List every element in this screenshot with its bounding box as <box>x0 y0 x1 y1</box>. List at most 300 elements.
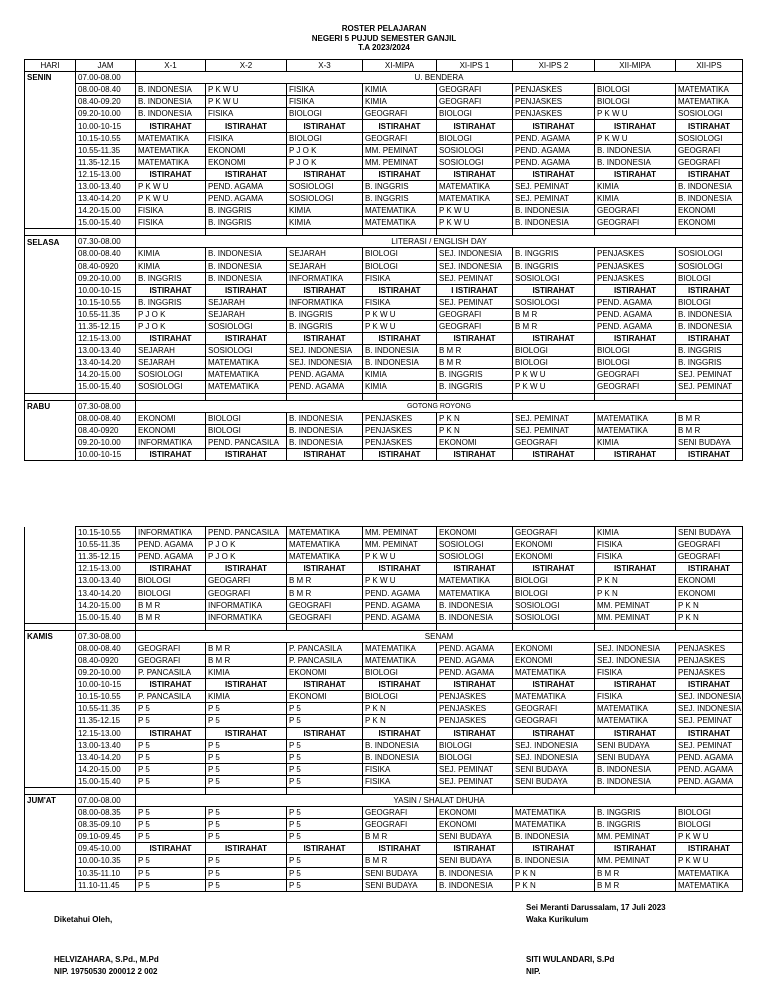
subject-cell: P 5 <box>136 807 206 819</box>
schedule-row <box>25 272 743 284</box>
subject-cell: FISIKA <box>595 551 676 563</box>
subject-cell: SEJ. PEMINAT <box>513 193 595 205</box>
subject-cell: PEND. AGAMA <box>595 320 676 332</box>
break-cell: ISTIRAHAT <box>513 679 595 691</box>
school-name: NEGERI 5 PUJUD SEMESTER GANJIL <box>311 33 457 43</box>
schedule-row <box>25 144 743 156</box>
spacer-cell <box>76 623 136 630</box>
time-slot: 10.15-10.55 <box>76 132 136 144</box>
subject-cell: B. INGGRIS <box>363 180 437 192</box>
subject-cell: BIOLOGI <box>676 296 743 308</box>
spacer-cell <box>136 229 206 236</box>
subject-cell: P 5 <box>136 715 206 727</box>
schedule-row <box>25 763 743 775</box>
signature-right-name: SITI WULANDARI, S.Pd <box>526 955 615 964</box>
spacer-cell <box>676 787 743 794</box>
spacer-cell <box>25 393 76 400</box>
break-cell: ISTIRAHAT <box>513 333 595 345</box>
day-cell <box>25 369 76 381</box>
break-cell: ISTIRAHAT <box>595 168 676 180</box>
subject-cell: P 5 <box>287 867 363 879</box>
subject-cell: MATEMATIKA <box>595 715 676 727</box>
subject-cell: BIOLOGI <box>513 345 595 357</box>
spacer-cell <box>136 623 206 630</box>
subject-cell: P K W U <box>136 180 206 192</box>
day-cell <box>25 424 76 436</box>
subject-cell: GEOGRAFI <box>437 96 513 108</box>
subject-cell: SOSIOLOGI <box>287 193 363 205</box>
subject-cell: SOSIOLOGI <box>206 345 287 357</box>
day-cell <box>25 843 76 855</box>
subject-cell: SOSIOLOGI <box>676 108 743 120</box>
break-cell: ISTIRAHAT <box>136 727 206 739</box>
subject-cell: MM. PEMINAT <box>363 156 437 168</box>
subject-cell: PEND. AGAMA <box>513 144 595 156</box>
subject-cell: B. INGGRIS <box>676 345 743 357</box>
subject-cell: BIOLOGI <box>513 357 595 369</box>
time-slot: 12.15-13.00 <box>76 727 136 739</box>
time-slot: 15.00-15.40 <box>76 611 136 623</box>
subject-cell: B. INGGRIS <box>513 260 595 272</box>
subject-cell: SOSIOLOGI <box>206 320 287 332</box>
subject-cell: KIMIA <box>136 248 206 260</box>
day-cell <box>25 248 76 260</box>
subject-cell: PENJASKES <box>437 703 513 715</box>
schedule-row <box>25 96 743 108</box>
subject-cell: BIOLOGI <box>363 667 437 679</box>
subject-cell: P 5 <box>206 751 287 763</box>
day-cell <box>25 120 76 132</box>
break-cell: ISTIRAHAT <box>437 843 513 855</box>
subject-cell: P 5 <box>287 763 363 775</box>
break-cell: ISTIRAHAT <box>513 843 595 855</box>
subject-cell: GEOGRAFI <box>437 320 513 332</box>
break-cell: ISTIRAHAT <box>595 727 676 739</box>
subject-cell: INFORMATIKA <box>136 436 206 448</box>
subject-cell: P 5 <box>206 703 287 715</box>
schedule-row <box>25 867 743 879</box>
schedule-row <box>25 217 743 229</box>
column-header: XII-MIPA <box>595 60 676 72</box>
subject-cell: B. INDONESIA <box>206 260 287 272</box>
time-slot: 13.40-14.20 <box>76 587 136 599</box>
subject-cell: PENJASKES <box>676 654 743 666</box>
time-slot: 14.20-15.00 <box>76 763 136 775</box>
subject-cell: INFORMATIKA <box>287 296 363 308</box>
schedule-row <box>25 284 743 296</box>
subject-cell: MATEMATIKA <box>676 879 743 891</box>
time-slot: 08.00-08.40 <box>76 84 136 96</box>
subject-cell: BIOLOGI <box>287 132 363 144</box>
subject-cell: FISIKA <box>363 296 437 308</box>
break-cell: ISTIRAHAT <box>363 284 437 296</box>
signature-right-role: Waka Kurikulum <box>526 915 589 924</box>
subject-cell: FISIKA <box>363 272 437 284</box>
spacer-row <box>25 393 743 400</box>
day-label: KAMIS <box>25 630 76 642</box>
subject-cell: EKONOMI <box>206 156 287 168</box>
subject-cell: EKONOMI <box>136 412 206 424</box>
subject-cell: P 5 <box>206 715 287 727</box>
subject-cell: P K N <box>676 599 743 611</box>
subject-cell: B M R <box>513 320 595 332</box>
subject-cell: MATEMATIKA <box>437 587 513 599</box>
subject-cell: SEJ. PEMINAT <box>676 381 743 393</box>
subject-cell: B M R <box>676 424 743 436</box>
subject-cell: P 5 <box>287 879 363 891</box>
subject-cell: P 5 <box>136 819 206 831</box>
break-cell: ISTIRAHAT <box>363 333 437 345</box>
subject-cell: GEOGRAFI <box>676 144 743 156</box>
break-cell: ISTIRAHAT <box>287 120 363 132</box>
subject-cell: BIOLOGI <box>363 691 437 703</box>
subject-cell: KIMIA <box>363 96 437 108</box>
day-cell <box>25 575 76 587</box>
schedule-row <box>25 345 743 357</box>
schedule-row <box>25 84 743 96</box>
subject-cell: B M R <box>206 654 287 666</box>
signature-left-role: Diketahui Oleh, <box>54 915 113 924</box>
spacer-cell <box>437 229 513 236</box>
day-cell <box>25 272 76 284</box>
subject-cell: SENI BUDAYA <box>437 831 513 843</box>
subject-cell: SENI BUDAYA <box>513 763 595 775</box>
break-cell: ISTIRAHAT <box>595 333 676 345</box>
break-cell: ISTIRAHAT <box>206 679 287 691</box>
schedule-row <box>25 751 743 763</box>
break-cell: ISTIRAHAT <box>513 448 595 460</box>
spacer-cell <box>76 229 136 236</box>
subject-cell: MATEMATIKA <box>437 180 513 192</box>
spacer-cell <box>676 393 743 400</box>
break-cell: ISTIRAHAT <box>206 284 287 296</box>
subject-cell: B M R <box>595 867 676 879</box>
day-cell <box>25 587 76 599</box>
subject-cell: P. PANCASILA <box>136 691 206 703</box>
subject-cell: SEJARAH <box>136 357 206 369</box>
schedule-row <box>25 831 743 843</box>
subject-cell: B. INDONESIA <box>136 96 206 108</box>
spacer-cell <box>513 229 595 236</box>
break-cell: ISTIRAHAT <box>363 727 437 739</box>
time-slot: 11.35-12.15 <box>76 551 136 563</box>
break-cell: ISTIRAHAT <box>287 448 363 460</box>
subject-cell: PEND. AGAMA <box>595 308 676 320</box>
subject-cell: GEOGRAFI <box>595 205 676 217</box>
signature-right-nip: NIP. <box>526 967 541 976</box>
break-cell: ISTIRAHAT <box>437 333 513 345</box>
subject-cell: EKONOMI <box>287 691 363 703</box>
subject-cell: EKONOMI <box>513 642 595 654</box>
day-cell <box>25 763 76 775</box>
spacer-row <box>25 787 743 794</box>
time-slot: 12.15-13.00 <box>76 563 136 575</box>
day-cell <box>25 144 76 156</box>
subject-cell: P K W U <box>206 96 287 108</box>
subject-cell: GEOGRAFI <box>437 308 513 320</box>
subject-cell: EKONOMI <box>513 654 595 666</box>
schedule-row <box>25 320 743 332</box>
spacer-cell <box>676 229 743 236</box>
subject-cell: SEJARAH <box>287 260 363 272</box>
subject-cell: GEOGRAFI <box>676 539 743 551</box>
subject-cell: P J O K <box>287 156 363 168</box>
spacer-cell <box>437 623 513 630</box>
schedule-row <box>25 193 743 205</box>
break-cell: ISTIRAHAT <box>136 120 206 132</box>
time-slot: 13.40-14.20 <box>76 357 136 369</box>
spacer-cell <box>25 623 76 630</box>
subject-cell: B. INGGRIS <box>437 369 513 381</box>
spacer-cell <box>595 787 676 794</box>
time-slot: 08.35-09.10 <box>76 819 136 831</box>
time-slot: 13.40-14.20 <box>76 751 136 763</box>
spacer-cell <box>363 787 437 794</box>
subject-cell: INFORMATIKA <box>287 272 363 284</box>
subject-cell: P 5 <box>287 819 363 831</box>
subject-cell: MATEMATIKA <box>513 667 595 679</box>
subject-cell: B. INDONESIA <box>136 84 206 96</box>
subject-cell: BIOLOGI <box>595 345 676 357</box>
subject-cell: MATEMATIKA <box>206 357 287 369</box>
day-cell <box>25 855 76 867</box>
subject-cell: P K W U <box>136 193 206 205</box>
break-cell: ISTIRAHAT <box>595 448 676 460</box>
time-slot: 10.15-10.55 <box>76 691 136 703</box>
subject-cell: P J O K <box>206 539 287 551</box>
subject-cell: PENJASKES <box>595 260 676 272</box>
subject-cell: B M R <box>437 345 513 357</box>
subject-cell: P J O K <box>136 320 206 332</box>
time-slot: 08.00-08.40 <box>76 642 136 654</box>
subject-cell: P K N <box>676 611 743 623</box>
subject-cell: GEOGRAFI <box>206 587 287 599</box>
column-header: XI-IPS 2 <box>513 60 595 72</box>
subject-cell: B. INGGRIS <box>437 381 513 393</box>
schedule-row <box>25 654 743 666</box>
break-cell: ISTIRAHAT <box>513 563 595 575</box>
subject-cell: PEND. AGAMA <box>136 551 206 563</box>
subject-cell: B. INGGRIS <box>136 272 206 284</box>
subject-cell: EKONOMI <box>676 587 743 599</box>
break-cell: ISTIRAHAT <box>595 120 676 132</box>
subject-cell: SEJ. INDONESIA <box>595 654 676 666</box>
subject-cell: SEJARAH <box>206 308 287 320</box>
spacer-cell <box>595 393 676 400</box>
subject-cell: MM. PEMINAT <box>363 144 437 156</box>
schedule-row <box>25 551 743 563</box>
column-header: JAM <box>76 60 136 72</box>
subject-cell: SEJ. PEMINAT <box>513 180 595 192</box>
subject-cell: PEND. AGAMA <box>437 654 513 666</box>
subject-cell: B. INGGRIS <box>595 819 676 831</box>
subject-cell: BIOLOGI <box>206 412 287 424</box>
day-cell <box>25 831 76 843</box>
schedule-row <box>25 843 743 855</box>
subject-cell: MATEMATIKA <box>437 193 513 205</box>
time-slot: 07.00-08.00 <box>76 794 136 806</box>
schedule-row <box>25 296 743 308</box>
subject-cell: PEND. AGAMA <box>513 156 595 168</box>
subject-cell: BIOLOGI <box>206 424 287 436</box>
time-slot: 07.30-08.00 <box>76 630 136 642</box>
day-cell <box>25 260 76 272</box>
schedule-row <box>25 424 743 436</box>
subject-cell: P 5 <box>136 775 206 787</box>
break-cell: ISTIRAHAT <box>136 284 206 296</box>
subject-cell: B M R <box>437 357 513 369</box>
day-label: JUM'AT <box>25 794 76 806</box>
subject-cell: PEND. AGAMA <box>363 587 437 599</box>
subject-cell: P K W U <box>363 575 437 587</box>
schedule-row <box>25 436 743 448</box>
subject-cell: KIMIA <box>287 217 363 229</box>
time-slot: 10.55-11.35 <box>76 308 136 320</box>
subject-cell: SOSIOLOGI <box>437 144 513 156</box>
time-slot: 10.55-11.35 <box>76 539 136 551</box>
subject-cell: SENI BUDAYA <box>676 436 743 448</box>
subject-cell: KIMIA <box>206 691 287 703</box>
subject-cell: MATEMATIKA <box>287 539 363 551</box>
day-cell <box>25 448 76 460</box>
subject-cell: P 5 <box>206 775 287 787</box>
time-slot: 08.40-0920 <box>76 260 136 272</box>
subject-cell: SOSIOLOGI <box>136 369 206 381</box>
schedule-row <box>25 180 743 192</box>
subject-cell: BIOLOGI <box>136 587 206 599</box>
subject-cell: P J O K <box>287 144 363 156</box>
schedule-row <box>25 807 743 819</box>
spacer-cell <box>287 623 363 630</box>
subject-cell: P K N <box>363 703 437 715</box>
subject-cell: SENI BUDAYA <box>363 879 437 891</box>
schedule-row <box>25 667 743 679</box>
subject-cell: P J O K <box>136 308 206 320</box>
subject-cell: SOSIOLOGI <box>676 132 743 144</box>
subject-cell: GEOGRAFI <box>363 108 437 120</box>
subject-cell: P. PANCASILA <box>136 667 206 679</box>
break-cell: ISTIRAHAT <box>206 727 287 739</box>
break-cell: ISTIRAHAT <box>676 448 743 460</box>
spacer-cell <box>363 229 437 236</box>
subject-cell: P K W U <box>437 205 513 217</box>
subject-cell: GEOGRAFI <box>595 217 676 229</box>
day-cell <box>25 679 76 691</box>
activity-cell: LITERASI / ENGLISH DAY <box>136 236 743 248</box>
subject-cell: P J O K <box>206 551 287 563</box>
spacer-cell <box>363 623 437 630</box>
subject-cell: P 5 <box>206 807 287 819</box>
schedule-row <box>25 412 743 424</box>
subject-cell: PEND. AGAMA <box>676 763 743 775</box>
break-cell: ISTIRAHAT <box>206 563 287 575</box>
subject-cell: SEJ. PEMINAT <box>676 739 743 751</box>
time-slot: 08.40-09.20 <box>76 96 136 108</box>
subject-cell: SENI BUDAYA <box>595 751 676 763</box>
subject-cell: SENI BUDAYA <box>676 527 743 539</box>
day-cell <box>25 654 76 666</box>
day-cell <box>25 667 76 679</box>
subject-cell: PEND. PANCASILA <box>206 436 287 448</box>
day-cell <box>25 320 76 332</box>
activity-cell: U. BENDERA <box>136 72 743 84</box>
subject-cell: B. INDONESIA <box>513 205 595 217</box>
time-slot: 10.00-10-15 <box>76 679 136 691</box>
break-cell: ISTIRAHAT <box>206 448 287 460</box>
time-slot: 08.00-08.40 <box>76 412 136 424</box>
subject-cell: BIOLOGI <box>676 272 743 284</box>
subject-cell: MATEMATIKA <box>287 551 363 563</box>
subject-cell: MM. PEMINAT <box>595 855 676 867</box>
subject-cell: SOSIOLOGI <box>513 599 595 611</box>
subject-cell: B. INDONESIA <box>676 193 743 205</box>
spacer-cell <box>76 393 136 400</box>
time-slot: 08.40-0920 <box>76 424 136 436</box>
spacer-cell <box>437 787 513 794</box>
subject-cell: PENJASKES <box>513 84 595 96</box>
subject-cell: MM. PEMINAT <box>363 539 437 551</box>
subject-cell: EKONOMI <box>513 551 595 563</box>
break-cell: ISTIRAHAT <box>513 168 595 180</box>
break-cell: ISTIRAHAT <box>206 120 287 132</box>
spacer-cell <box>595 229 676 236</box>
schedule-row <box>25 400 743 412</box>
day-cell <box>25 819 76 831</box>
subject-cell: PEND. AGAMA <box>136 539 206 551</box>
schedule-row <box>25 72 743 84</box>
day-cell <box>25 205 76 217</box>
subject-cell: MATEMATIKA <box>363 642 437 654</box>
subject-cell: PENJASKES <box>363 412 437 424</box>
time-slot: 10.35-11.10 <box>76 867 136 879</box>
spacer-cell <box>206 623 287 630</box>
subject-cell: MATEMATIKA <box>595 412 676 424</box>
subject-cell: GEOGRAFI <box>363 819 437 831</box>
subject-cell: SOSIOLOGI <box>437 156 513 168</box>
schedule-row <box>25 727 743 739</box>
subject-cell: P 5 <box>136 879 206 891</box>
subject-cell: MATEMATIKA <box>287 527 363 539</box>
subject-cell: MATEMATIKA <box>363 205 437 217</box>
day-cell <box>25 412 76 424</box>
subject-cell: GEOGRAFI <box>513 527 595 539</box>
subject-cell: MATEMATIKA <box>136 132 206 144</box>
subject-cell: PEND. AGAMA <box>595 296 676 308</box>
subject-cell: FISIKA <box>595 667 676 679</box>
subject-cell: B. INGGRIS <box>595 807 676 819</box>
break-cell: ISTIRAHAT <box>676 120 743 132</box>
break-cell: ISTIRAHAT <box>206 843 287 855</box>
subject-cell: EKONOMI <box>437 819 513 831</box>
schedule-row <box>25 563 743 575</box>
subject-cell: B M R <box>287 587 363 599</box>
time-slot: 13.40-14.20 <box>76 193 136 205</box>
spacer-cell <box>676 623 743 630</box>
time-slot: 08.00-08.35 <box>76 807 136 819</box>
subject-cell: MM. PEMINAT <box>595 611 676 623</box>
day-cell <box>25 284 76 296</box>
subject-cell: SEJ. INDONESIA <box>513 739 595 751</box>
time-slot: 07.00-08.00 <box>76 72 136 84</box>
time-slot: 15.00-15.40 <box>76 775 136 787</box>
subject-cell: P 5 <box>206 763 287 775</box>
spacer-cell <box>76 787 136 794</box>
spacer-cell <box>206 393 287 400</box>
day-cell <box>25 611 76 623</box>
schedule-row <box>25 630 743 642</box>
day-cell <box>25 381 76 393</box>
break-cell: ISTIRAHAT <box>437 679 513 691</box>
